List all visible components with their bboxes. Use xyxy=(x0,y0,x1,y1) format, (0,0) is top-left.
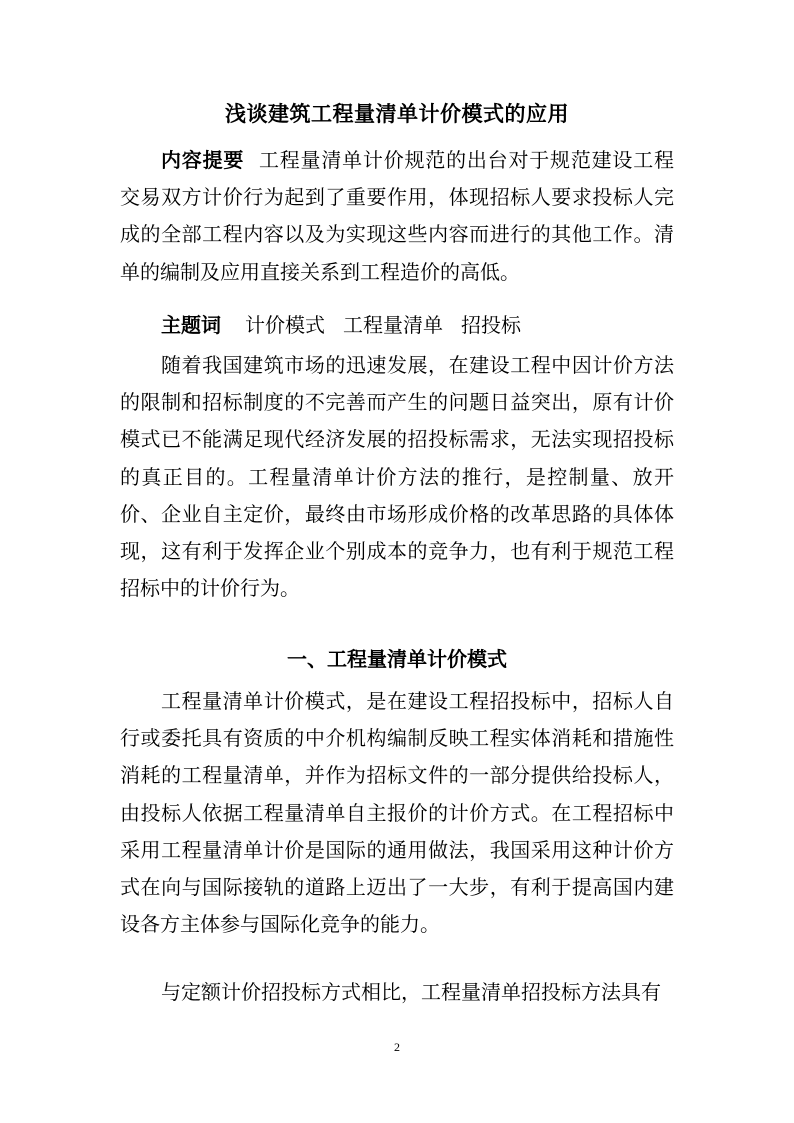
keyword-item: 计价模式 xyxy=(245,313,325,337)
section1-paragraph: 与定额计价招投标方式相比，工程量清单招投标方法具有 xyxy=(161,980,661,1004)
keyword-item: 招投标 xyxy=(461,313,521,337)
section-heading: 一、工程量清单计价模式 xyxy=(287,647,507,671)
abstract-text: 工程量清单计价规范的出台对于规范建设工程交易双方计价行为起到了重要作用，体现招标人要求投标人完成的全部工程内容以及为实现这些内容而进行的其他工作。清单的编制及应用直接关系到工程造价的高低。 xyxy=(120,148,675,284)
document-title: 浅谈建筑工程量清单计价模式的应用 xyxy=(225,101,569,126)
page-number: 2 xyxy=(394,1040,400,1054)
section1-paragraph: 工程量清单计价模式，是在建设工程招投标中，招标人自行或委托具有资质的中介机构编制反映工程实体消耗和措施性消耗的工程量清单，并作为招标文件的一部分提供给投标人，由投标人依据工程量清单自主报价的计价方式。在工程招标中采用工程量清单计价是国际的通用做法，我国采用这种计价方式在向与国际接轨的道路上迈出了一大步，有利于提高国内建设各方主体参与国际化竞争的能力。 xyxy=(120,689,674,937)
keyword-item: 工程量清单 xyxy=(343,313,443,337)
abstract-paragraph xyxy=(120,142,674,291)
intro-paragraph: 随着我国建筑市场的迅速发展，在建设工程中因计价方法的限制和招标制度的不完善而产生的问题日益突出，原有计价模式已不能满足现代经济发展的招投标需求，无法实现招投标的真正目的。工程量清单计价方法的推行，是控制量、放开价、企业自主定价，最终由市场形成价格的改革思路的具体体现，这有利于发挥企业个别成本的竞争力，也有利于规范工程招标中的计价行为。 xyxy=(120,353,674,601)
keywords-line xyxy=(120,307,674,344)
abstract-label: 内容提要 xyxy=(161,148,245,172)
keywords-label: 主题词 xyxy=(161,313,221,337)
